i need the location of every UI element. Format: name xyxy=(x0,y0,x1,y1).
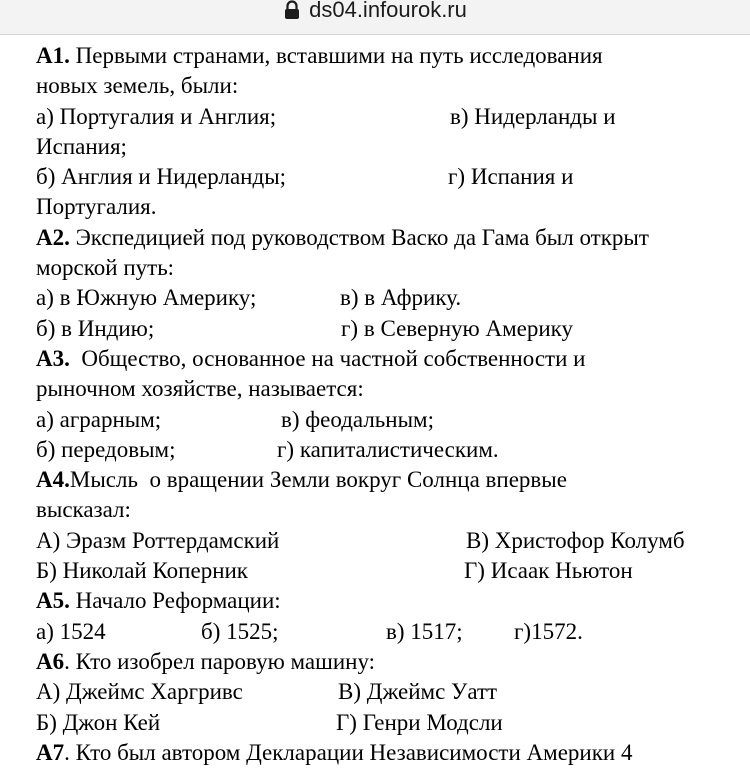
answer-g: г)1572. xyxy=(514,618,583,644)
answer-v-cont: Испания; xyxy=(36,133,127,159)
question-text: . Кто изобрел паровую машину: xyxy=(64,648,376,674)
question-text: Общество, основанное на частной собственности и xyxy=(69,345,586,371)
answer-b: б) в Индию; xyxy=(36,315,155,341)
question-a6 xyxy=(36,647,736,677)
question-text-cont: новых земель, были: xyxy=(36,73,239,99)
answer-v: в) Нидерланды и xyxy=(450,103,616,129)
answer-g: г) в Северную Америку xyxy=(341,315,573,341)
answer-b: б) Англия и Нидерланды; xyxy=(36,164,287,190)
answer-v: В) Джеймс Уатт xyxy=(338,679,498,705)
question-text-cont: высказал: xyxy=(36,497,131,523)
question-text-cont: рыночном хозяйстве, называется: xyxy=(36,376,364,402)
question-number: А5. xyxy=(36,588,70,614)
question-text: Экспедицией под руководством Васко да Гама был открыт xyxy=(69,224,649,250)
answer-g: г) Испания и xyxy=(448,164,574,190)
answer-b: Б) Николай Коперник xyxy=(36,558,248,584)
answer-a: А) Джеймс Харгривс xyxy=(36,679,243,705)
answer-a: А) Эразм Роттердамский xyxy=(36,527,280,553)
answer-g-cont: Португалия. xyxy=(36,194,157,220)
question-a4 xyxy=(36,465,736,495)
question-a1 xyxy=(36,41,736,71)
answer-b: б) передовым; xyxy=(36,436,176,462)
browser-address-bar[interactable] xyxy=(0,0,750,35)
answer-b: б) 1525; xyxy=(201,618,279,644)
question-number: А7 xyxy=(36,739,65,765)
answer-v: в) феодальным; xyxy=(281,406,435,432)
answer-g: Г) Исаак Ньютон xyxy=(464,558,633,584)
question-number: А2. xyxy=(36,224,70,250)
answer-g: г) капиталистическим. xyxy=(277,436,499,462)
answer-a: а) аграрным; xyxy=(36,406,162,432)
question-text: . Кто был автором Декларации Независимости Америки 4 xyxy=(64,739,633,765)
question-text: Начало Реформации: xyxy=(69,588,281,614)
answer-b: Б) Джон Кей xyxy=(36,709,161,735)
answer-v: в) в Африку. xyxy=(340,285,462,311)
answer-v: В) Христофор Колумб xyxy=(466,527,685,553)
question-number: А4. xyxy=(36,467,70,493)
answer-a: а) в Южную Америку; xyxy=(36,285,257,311)
question-number: А6 xyxy=(36,648,65,674)
url-text[interactable]: ds04.infourok.ru xyxy=(309,0,467,22)
lock-icon xyxy=(283,0,301,20)
answer-a: а) 1524 xyxy=(36,618,106,644)
question-text-cont: морской путь: xyxy=(36,255,175,281)
question-a2 xyxy=(36,223,736,253)
answer-g: Г) Генри Модсли xyxy=(336,709,503,735)
question-number: А3. xyxy=(36,345,70,371)
question-text: Первыми странами, вставшими на путь исследования xyxy=(69,43,603,68)
question-a3 xyxy=(36,344,736,374)
answer-v: в) 1517; xyxy=(386,618,463,644)
question-a7 xyxy=(36,738,736,768)
document-content xyxy=(36,41,736,768)
question-text: Мысль о вращении Земли вокруг Солнца впервые xyxy=(69,467,567,493)
answer-a: а) Португалия и Англия; xyxy=(36,103,277,129)
question-number: А1. xyxy=(36,43,70,68)
question-a5 xyxy=(36,586,736,616)
